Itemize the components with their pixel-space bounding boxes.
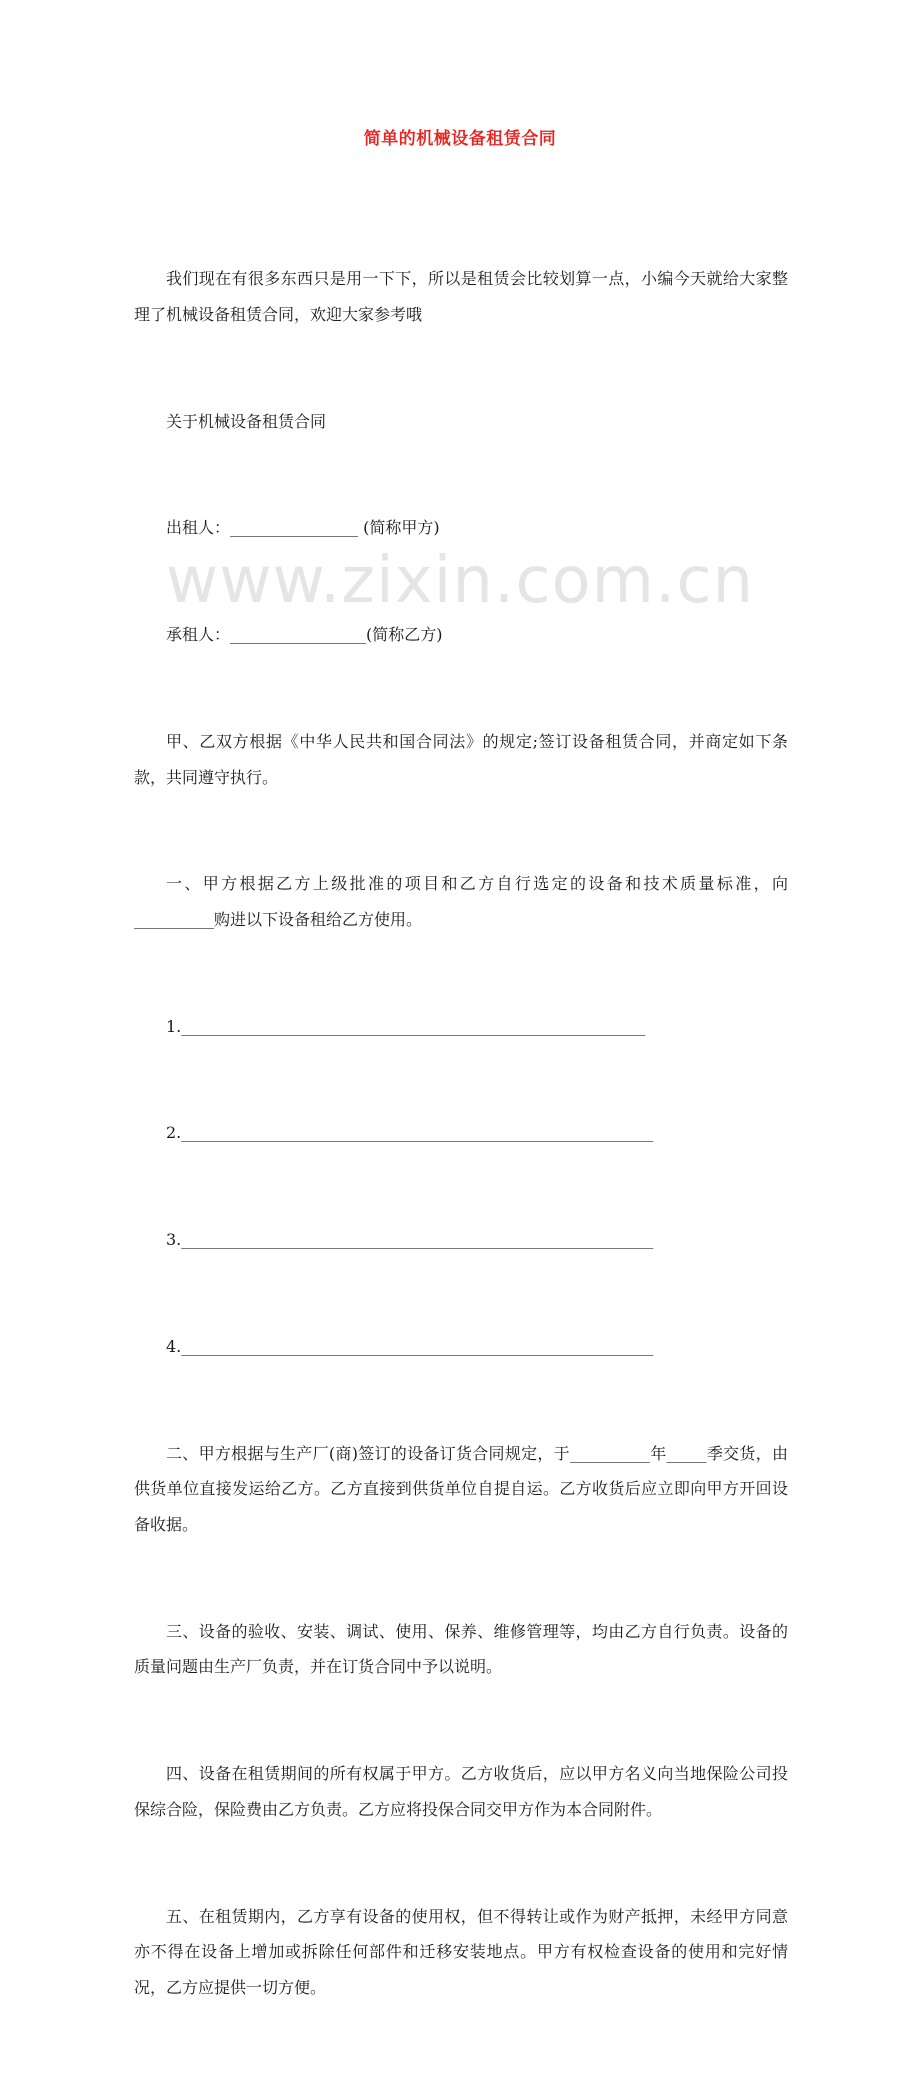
clause-3: 三、设备的验收、安装、调试、使用、保养、维修管理等，均由乙方自行负责。设备的质量问题由生产厂负责，并在订货合同中予以说明。 <box>134 1621 788 1677</box>
equipment-line-4: 4.___________________________________________________________ <box>166 1337 654 1356</box>
contract-heading: 关于机械设备租赁合同 <box>166 411 327 431</box>
lessee-line: 承租人：_________________(简称乙方) <box>166 625 443 645</box>
clause-1: 一、甲方根据乙方上级批准的项目和乙方自行选定的设备和技术质量标准，向__________购进以下设备租给乙方使用。 <box>134 874 788 929</box>
document-title: 简单的机械设备租赁合同 <box>363 129 557 149</box>
watermark-text: www.zixin.com.cn <box>165 544 755 618</box>
equipment-line-2: 2.___________________________________________________________ <box>166 1123 654 1143</box>
equipment-line-3: 3.___________________________________________________________ <box>166 1230 654 1250</box>
intro-paragraph: 我们现在有很多东西只是用一下下，所以是租赁会比较划算一点，小编今天就给大家整理了机械设备租赁合同，欢迎大家参考哦 <box>134 269 788 324</box>
clause-5: 五、在租赁期内，乙方享有设备的使用权，但不得转让或作为财产抵押，未经甲方同意亦不得在设备上增加或拆除任何部件和迁移安装地点。甲方有权检查设备的使用和完好情况，乙方应提供一切方便。 <box>134 1906 788 1997</box>
equipment-line-1: 1.__________________________________________________________ <box>166 1016 646 1036</box>
clause-2: 二、甲方根据与生产厂(商)签订的设备订货合同规定，于__________年_____季交货，由供货单位直接发运给乙方。乙方直接到供货单位自提自运。乙方收货后应立即向甲方开回设备收据。 <box>134 1443 788 1534</box>
lessor-line: 出租人：________________ (简称甲方) <box>166 518 440 538</box>
preamble-paragraph: 甲、乙双方根据《中华人民共和国合同法》的规定;签订设备租赁合同，并商定如下条款，共同遵守执行。 <box>134 731 788 787</box>
clause-4: 四、设备在租赁期间的所有权属于甲方。乙方收货后，应以甲方名义向当地保险公司投保综合险，保险费由乙方负责。乙方应将投保合同交甲方作为本合同附件。 <box>134 1764 788 1819</box>
document-body <box>134 190 788 2076</box>
